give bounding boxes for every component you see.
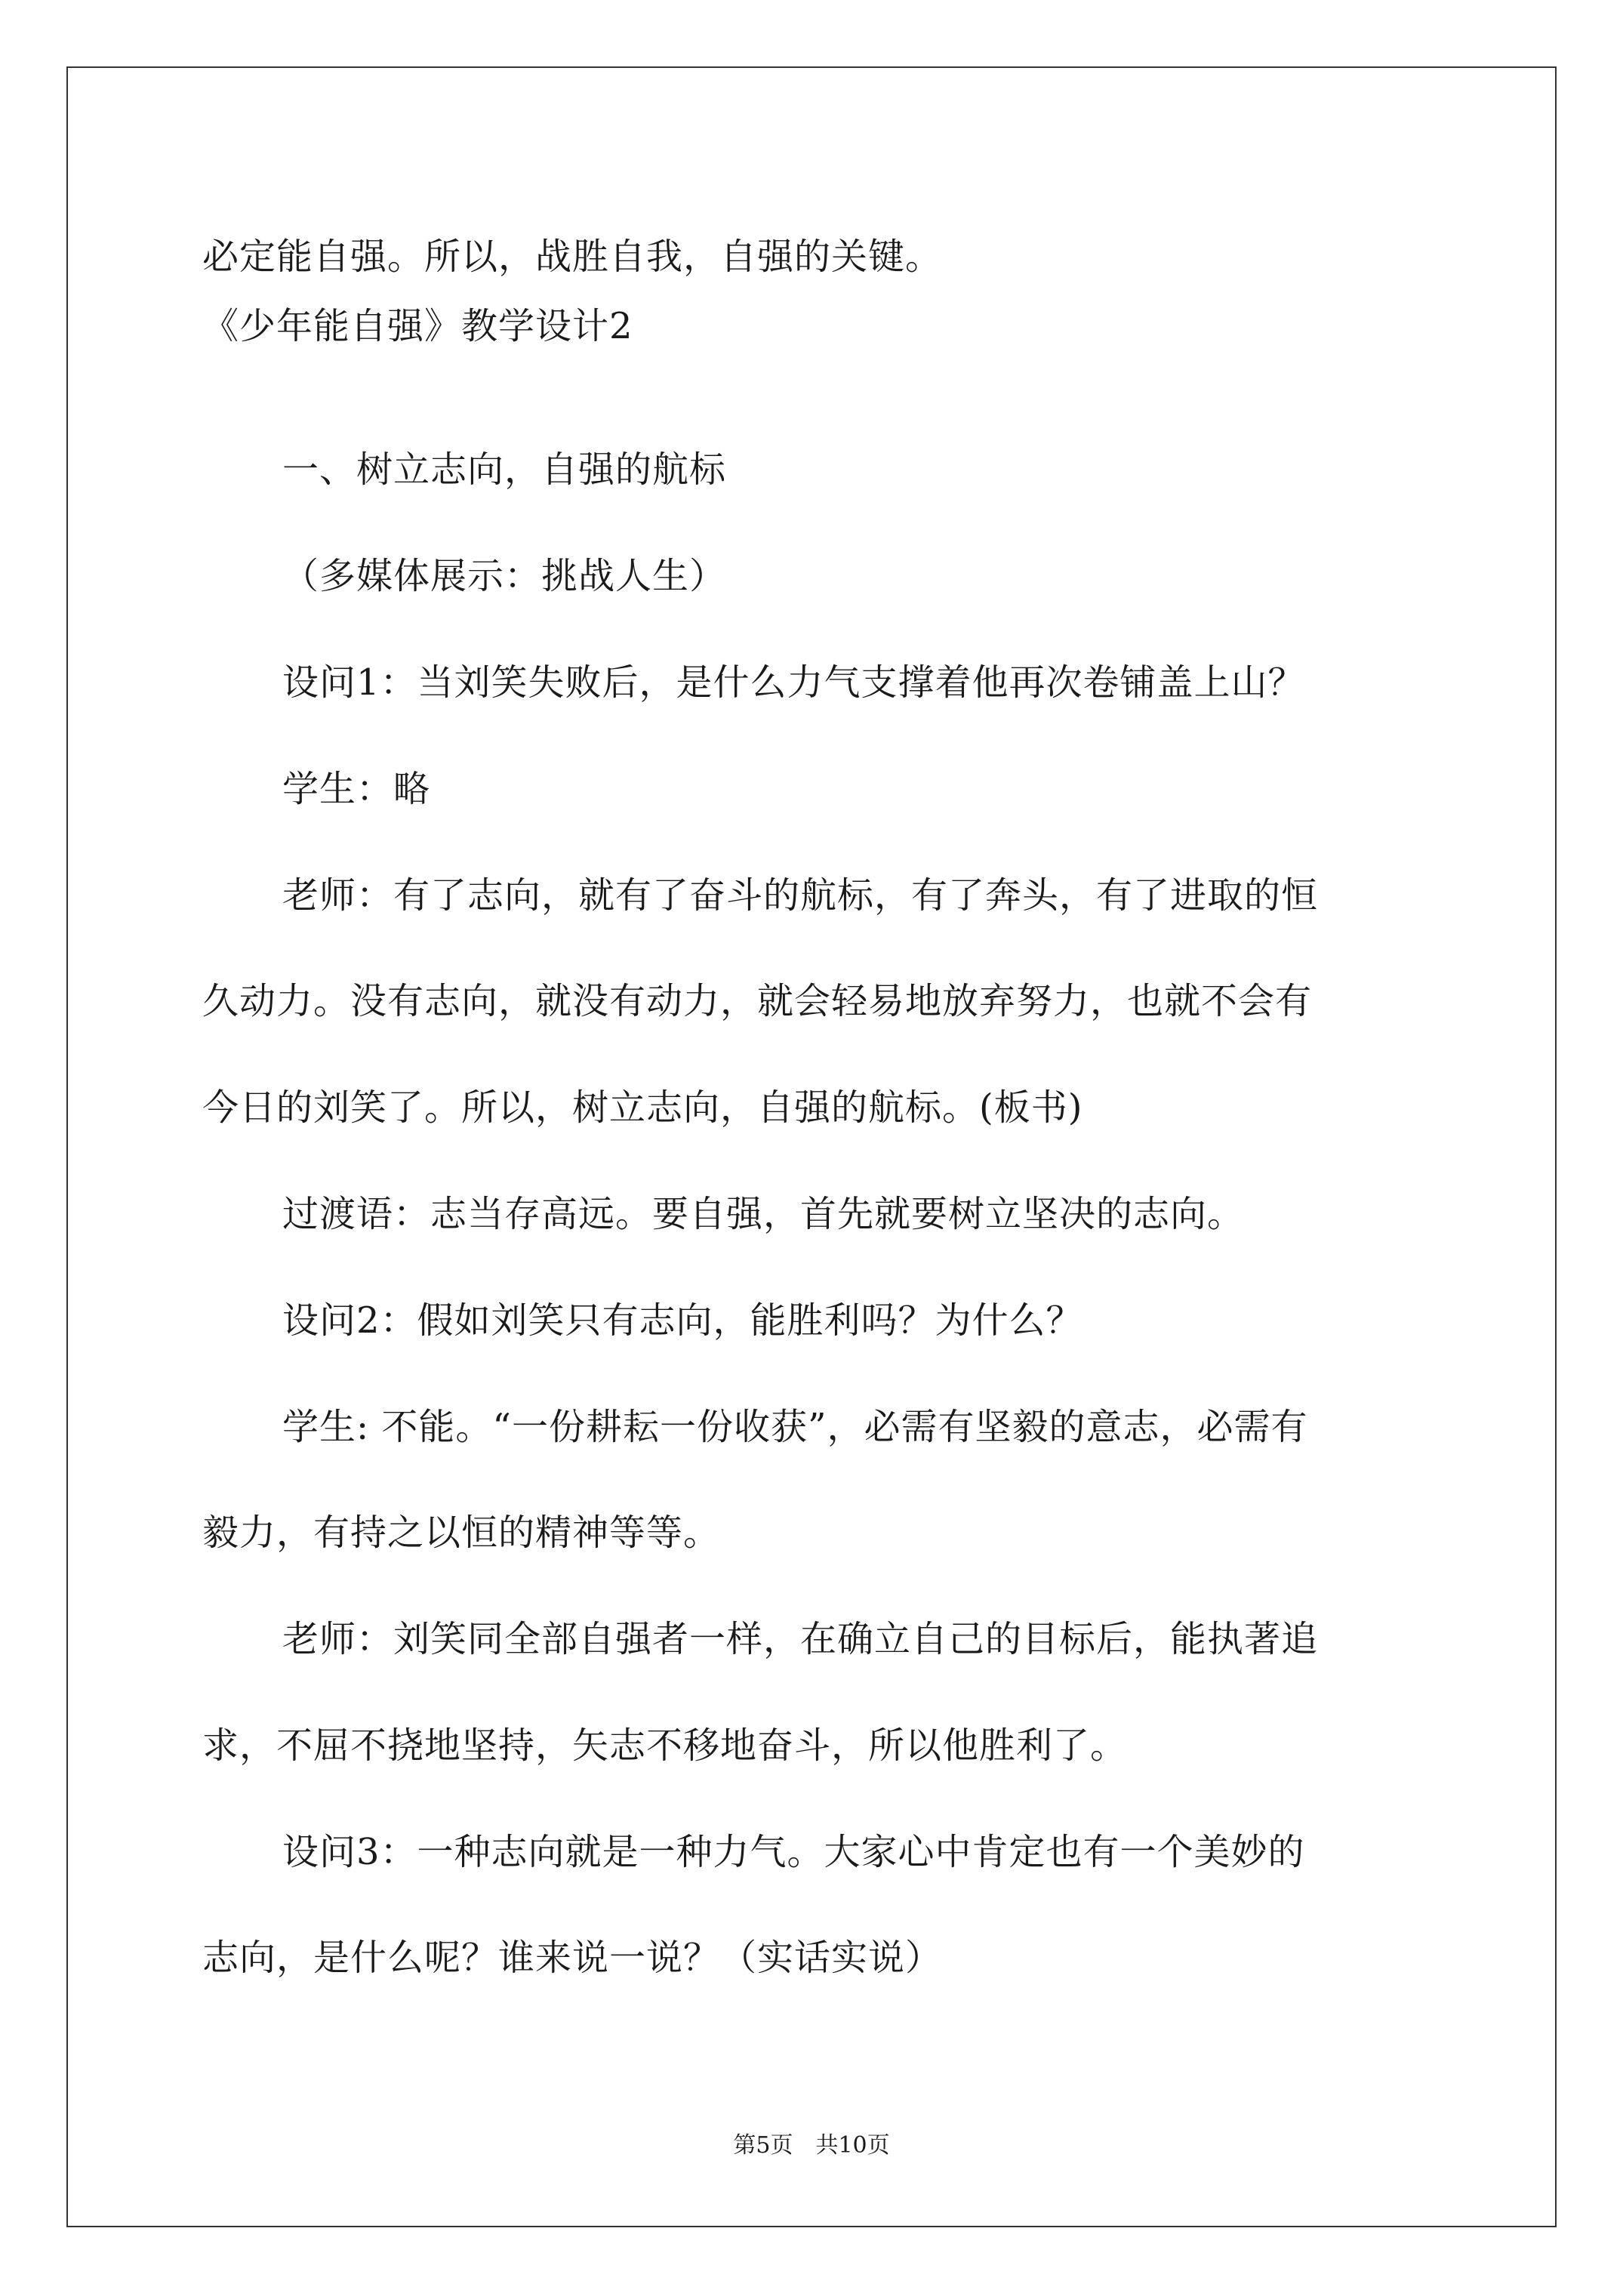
paragraph-line: 老师：有了志向，就有了奋斗的航标，有了奔头，有了进取的恒	[282, 874, 1319, 917]
section-heading: 一、树立志向，自强的航标	[282, 448, 727, 491]
paragraph-line: 学生: 不能。“一份耕耘一份收获”，必需有坚毅的意志，必需有	[282, 1406, 1308, 1448]
paragraph-line: 过渡语：志当存高远。要自强，首先就要树立坚决的志向。	[282, 1193, 1245, 1235]
section-title: 《少年能自强》教学设计2	[202, 305, 633, 347]
paragraph-line: （多媒体展示：挑战人生）	[282, 555, 727, 597]
paragraph-line: 设问1：当刘笑失败后，是什么力气支撑着他再次卷铺盖上山？	[282, 661, 1305, 704]
paragraph-line: 求，不屈不挠地坚持，矢志不移地奋斗，所以他胜利了。	[202, 1724, 1128, 1767]
paragraph-line: 必定能自强。所以，战胜自我，自强的关键。	[202, 236, 943, 278]
page-number: 第5页 共10页	[733, 2132, 890, 2159]
paragraph-line: 毅力，有持之以恒的精神等等。	[202, 1512, 721, 1554]
paragraph-line: 设问2：假如刘笑只有志向，能胜利吗？为什么？	[282, 1299, 1083, 1342]
paragraph-line: 设问3：一种志向就是一种力气。大家心中肯定也有一个美妙的	[282, 1831, 1305, 1873]
paragraph-line: 久动力。没有志向，就没有动力，就会轻易地放弃努力，也就不会有	[202, 980, 1313, 1022]
page-border	[66, 66, 1557, 2227]
paragraph-line: 志向，是什么呢？谁来说一说？（实话实说）	[202, 1937, 943, 1979]
paragraph-line: 学生：略	[282, 768, 431, 810]
paragraph-line: 老师：刘笑同全部自强者一样，在确立自己的目标后，能执著追	[282, 1618, 1319, 1660]
paragraph-line: 今日的刘笑了。所以，树立志向，自强的航标。(板书)	[202, 1086, 1083, 1129]
